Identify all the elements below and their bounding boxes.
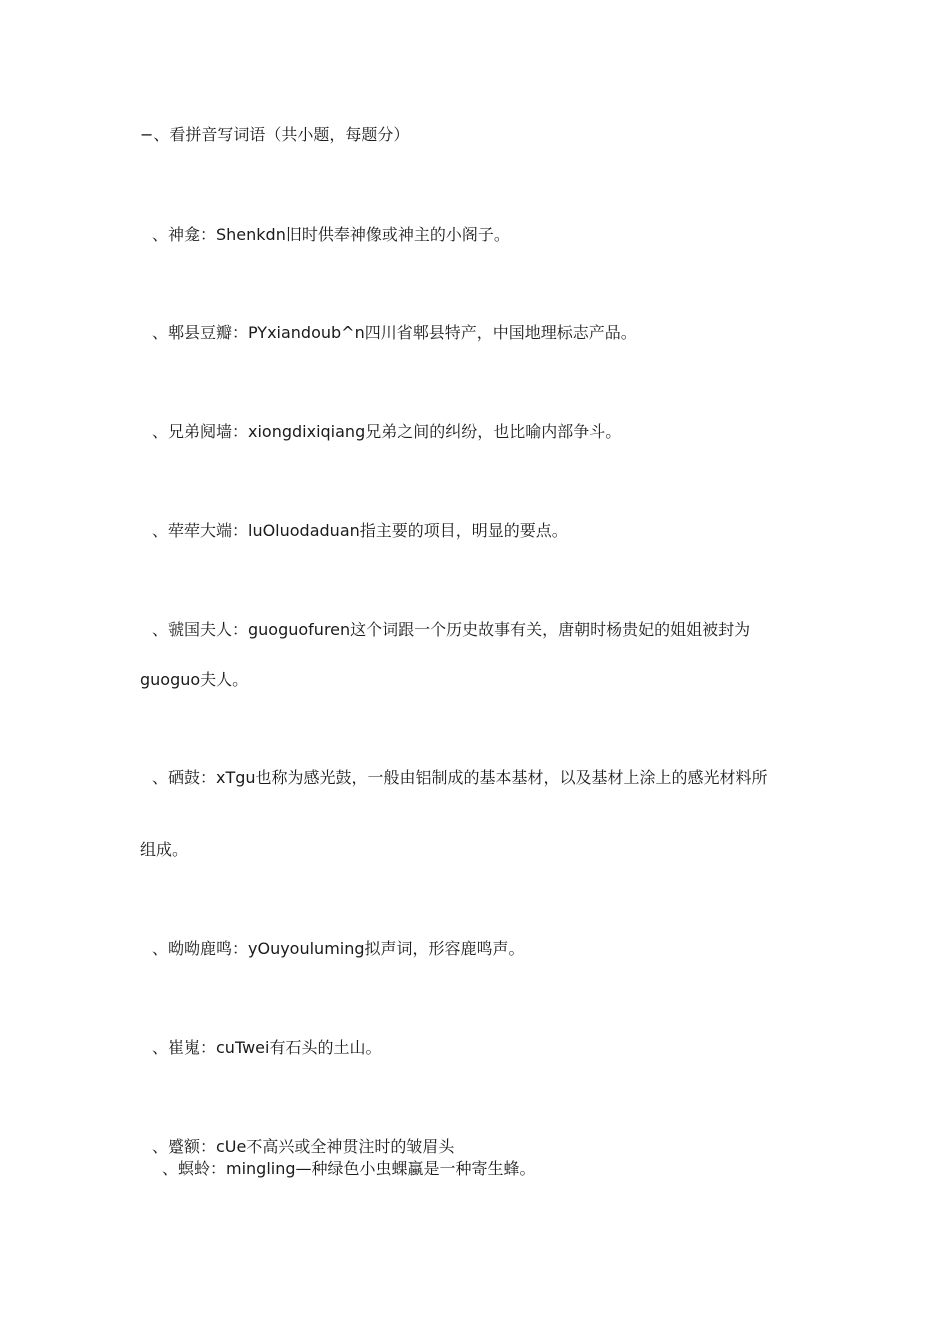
list-item: 、荦荦大端：luOluodaduan指主要的项目，明显的要点。	[152, 521, 568, 540]
list-item: 、兄弟阋墙：xiongdixiqiang兄弟之间的纠纷，也比喻内部争斗。	[152, 422, 622, 441]
list-item: 、虢国夫人：guoguofuren这个词跟一个历史故事有关，唐朝时杨贵妃的姐姐被封为	[152, 620, 751, 639]
list-item: 、郫县豆瓣：PYxiandoub^n四川省郫县特产，中国地理标志产品。	[152, 323, 637, 342]
list-item-continuation: 组成。	[140, 840, 189, 859]
list-item: 、螟蛉：mingling—种绿色小虫蜾蠃是一种寄生蜂。	[162, 1159, 536, 1178]
list-item-continuation: guoguo夫人。	[140, 670, 249, 689]
list-item: 、呦呦鹿鸣：yOuyouluming拟声词，形容鹿鸣声。	[152, 939, 525, 958]
list-item: 、蹙额：cUe不高兴或全神贯注时的皱眉头	[152, 1137, 455, 1156]
section-title: −、看拼音写词语（共小题，每题分）	[140, 125, 410, 144]
list-item: 、硒鼓：xTgu也称为感光鼓，一般由铝制成的基本基材，以及基材上涂上的感光材料所	[152, 768, 768, 787]
list-item: 、神龛：Shenkdn旧时供奉神像或神主的小阁子。	[152, 225, 510, 244]
list-item: 、崔嵬：cuTwei有石头的土山。	[152, 1038, 382, 1057]
